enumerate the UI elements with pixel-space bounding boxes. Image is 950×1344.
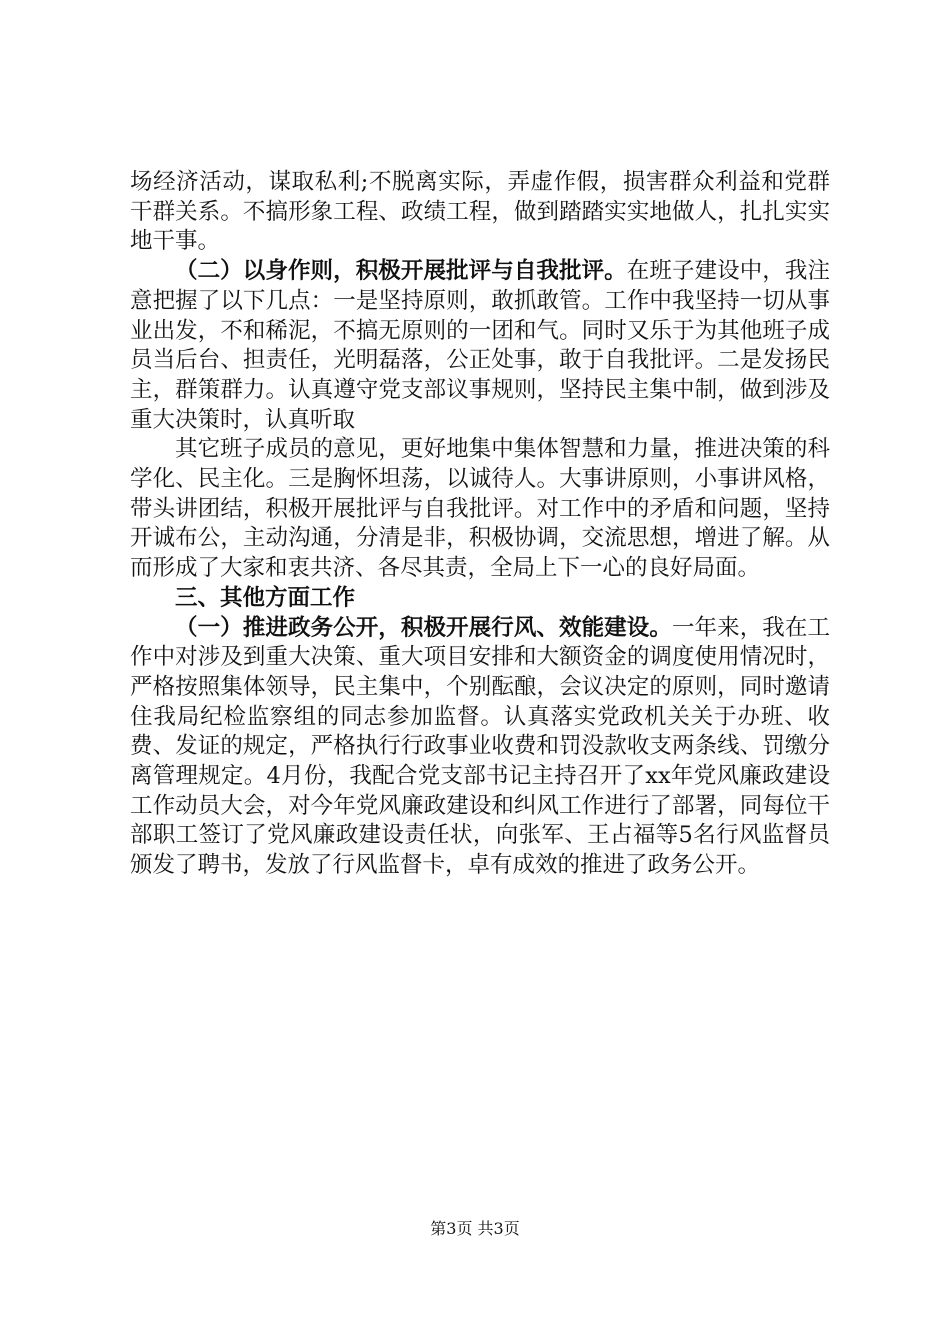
paragraph-lead-heading: （一）推进政务公开，积极开展行风、效能建设。 [175,614,672,641]
page-number-footer: 第3页 共3页 [430,1219,520,1238]
paragraph-body-text: 一年来，我在工作中对涉及到重大决策、重大项目安排和大额资金的调度使用情况时，严格按照集体领导，民主集中，个别酝酿，会议决定的原则，同时邀请住我局纪检监察组的同志参加监督。认真落实党政机关关于办班、收费、发证的规定，严格执行行政事业收费和罚没款收支两条线、罚缴分离管理规定。4月份，我配合党支部书记主持召开了xx年党风廉政建设工作动员大会，对今年党风廉政建设和纠风工作进行了部署，同每位干部职工签订了党风廉政建设责任状，向张军、王占福等5名行风监督员颁发了聘书，发放了行风监督卡，卓有成效的推进了政务公开。 [130,614,830,879]
document-body [130,168,830,881]
paragraph-government-openness [130,614,830,881]
paragraph-self-criticism [130,257,830,435]
paragraph-continuation: 场经济活动，谋取私利;不脱离实际，弄虚作假，损害群众利益和党群干群关系。不搞形象工程、政绩工程，做到踏踏实实地做人，扎扎实实地干事。 [130,169,830,255]
paragraph-lead-heading: （二）以身作则，积极开展批评与自我批评。 [175,258,627,285]
paragraph-body-text: 在班子建设中，我注意把握了以下几点：一是坚持原则，敢抓敢管。工作中我坚持一切从事业出发，不和稀泥，不搞无原则的一团和气。同时又乐于为其他班子成员当后台、担责任，光明磊落，公正处事，敢于自我批评。二是发扬民主，群策群力。认真遵守党支部议事规则，坚持民主集中制，做到涉及重大决策时，认真听取 [130,258,830,433]
section-heading: 三、其他方面工作 [175,584,356,611]
paragraph-team-opinions: 其它班子成员的意见，更好地集中集体智慧和力量，推进决策的科学化、民主化。三是胸怀坦荡，以诚待人。大事讲原则，小事讲风格，带头讲团结，积极开展批评与自我批评。对工作中的矛盾和问题，坚持开诚布公，主动沟通，分清是非，积极协调，交流思想，增进了解。从而形成了大家和衷共济、各尽其责，全局上下一心的良好局面。 [130,436,830,582]
